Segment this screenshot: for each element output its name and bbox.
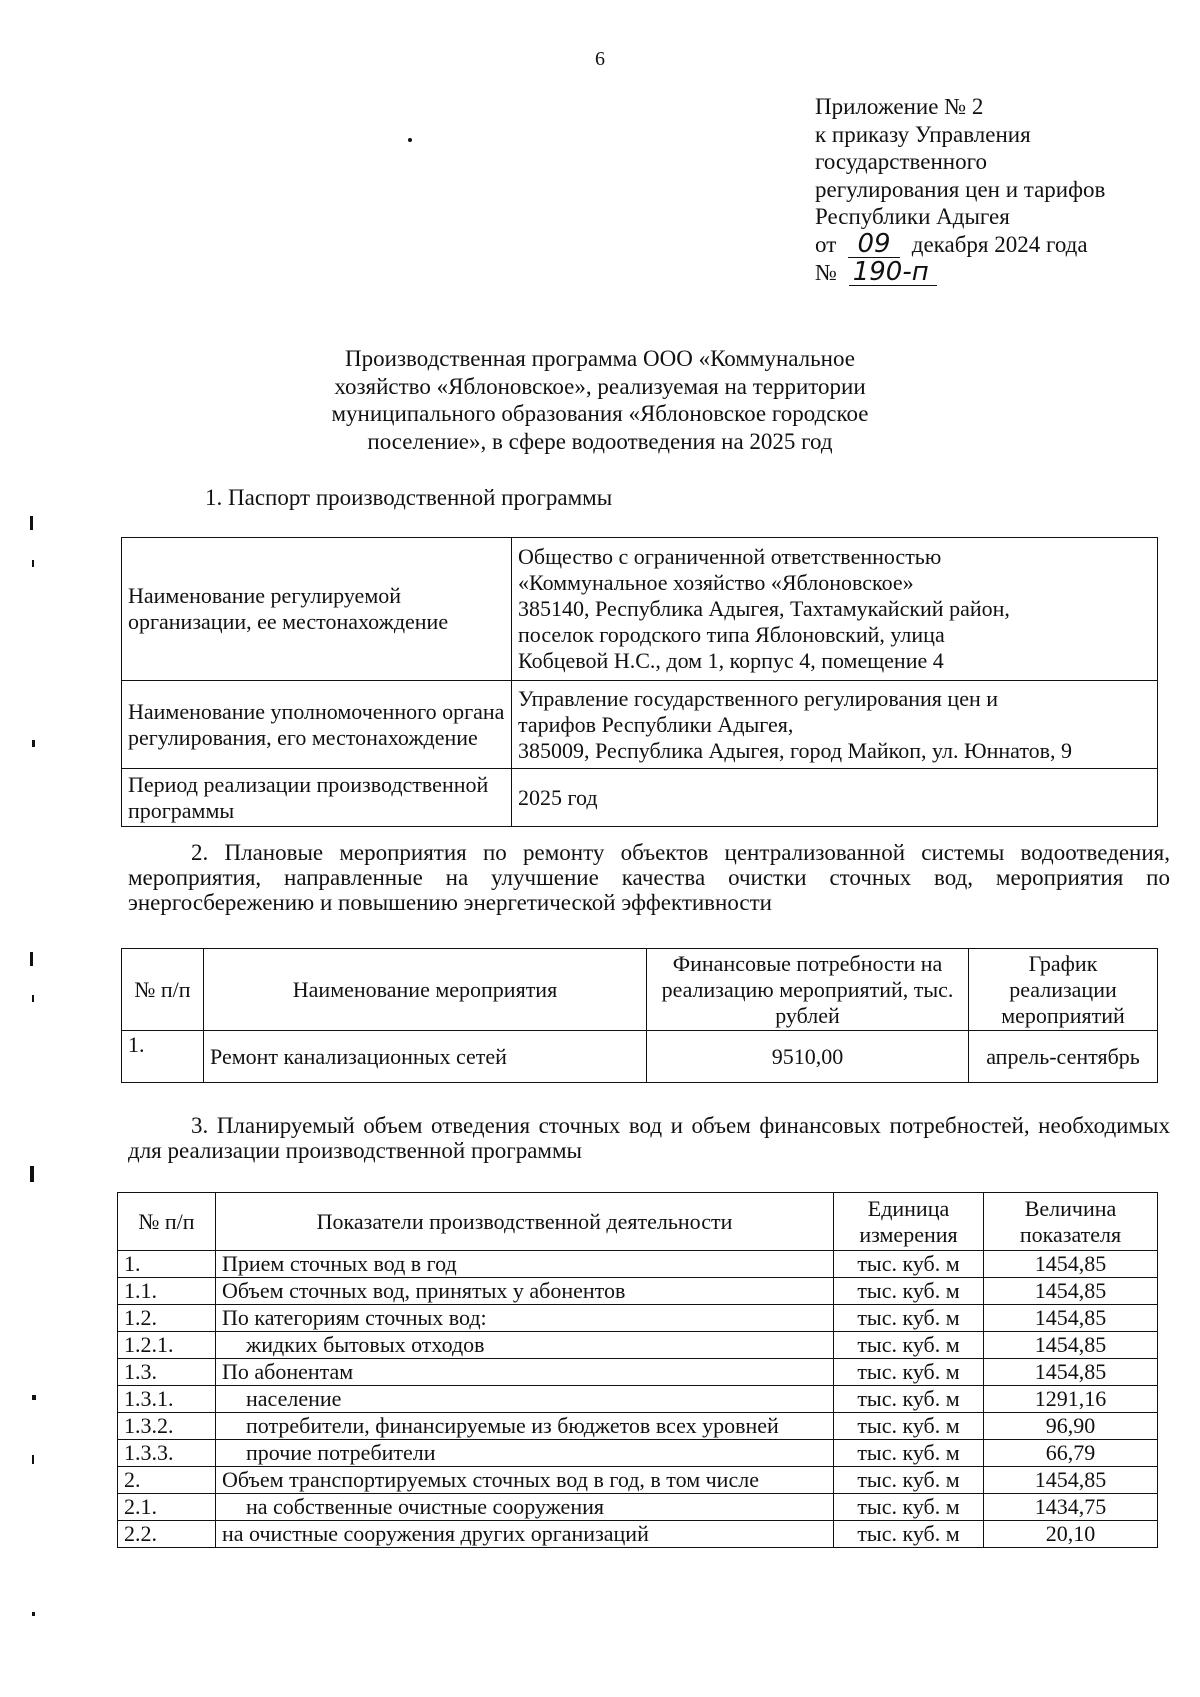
table-row	[122, 1031, 1158, 1083]
page-number: 6	[595, 48, 605, 70]
cell-num: 1.2.1.	[118, 1332, 216, 1359]
appendix-line: Республики Адыгея	[815, 204, 1010, 230]
scan-mark	[32, 740, 35, 747]
order-number	[815, 256, 1105, 287]
cell-name: на собственные очистные сооружения	[216, 1494, 834, 1521]
order-date	[815, 228, 1105, 259]
title-line: поселение», в сфере водоотведения на 2025 год	[367, 428, 833, 454]
table-row	[118, 1413, 1158, 1440]
cell-num: 2.1.	[118, 1494, 216, 1521]
title-line: муниципального образования «Яблоновское городское	[331, 401, 869, 426]
cell-schedule: апрель-сентябрь	[969, 1031, 1158, 1083]
scan-speck	[408, 138, 412, 142]
cell-name: По категориям сточных вод:	[216, 1305, 834, 1332]
cell-value: 1454,85	[984, 1359, 1158, 1386]
passport-table	[121, 537, 1158, 827]
cell-unit: тыс. куб. м	[834, 1521, 984, 1548]
cell-num: 2.	[118, 1467, 216, 1494]
cell-unit: тыс. куб. м	[834, 1278, 984, 1305]
cell-unit: тыс. куб. м	[834, 1305, 984, 1332]
cell-name: жидких бытовых отходов	[216, 1332, 834, 1359]
section2-heading: 2. Плановые мероприятия по ремонту объектов централизованной системы водоотведения, мероприятия, направленные на улучшение качества очистки сточных вод, мероприятия по энергосбережению и повышению энергетической эффективности	[128, 840, 1170, 915]
scan-mark	[32, 995, 34, 1002]
appendix-line: государственного	[815, 149, 987, 175]
cell-unit: тыс. куб. м	[834, 1386, 984, 1413]
cell-value: 1434,75	[984, 1494, 1158, 1521]
number-prefix: №	[815, 259, 837, 285]
passport-value: 2025 год	[512, 769, 1158, 827]
cell-num: 1.	[122, 1031, 204, 1083]
section3-heading: 3. Планируемый объем отведения сточных вод и объем финансовых потребностей, необходимых для реализации производственной программы	[128, 1113, 1170, 1163]
passport-value: Управление государственного регулирования цен и тарифов Республики Адыгея, 385009, Республика Адыгея, город Майкоп, ул. Юннатов, 9	[512, 681, 1158, 769]
cell-name: население	[216, 1386, 834, 1413]
table-row	[118, 1251, 1158, 1278]
cell-value: 66,79	[984, 1440, 1158, 1467]
table-row	[118, 1305, 1158, 1332]
cell-unit: тыс. куб. м	[834, 1467, 984, 1494]
scan-mark	[32, 1395, 36, 1400]
cell-value: 1291,16	[984, 1386, 1158, 1413]
table-row	[118, 1359, 1158, 1386]
cell-name: По абонентам	[216, 1359, 834, 1386]
scan-mark	[30, 1166, 34, 1182]
title-line: хозяйство «Яблоновское», реализуемая на территории	[334, 373, 866, 399]
cell-name: потребители, финансируемые из бюджетов всех уровней	[216, 1413, 834, 1440]
cell-num: 1.2.	[118, 1305, 216, 1332]
table-row	[118, 1386, 1158, 1413]
scan-mark	[32, 1612, 35, 1616]
date-prefix: от	[815, 231, 837, 257]
cell-num: 1.3.1.	[118, 1386, 216, 1413]
table-header-row	[122, 949, 1158, 1031]
cell-value: 20,10	[984, 1521, 1158, 1548]
cell-name: Прием сточных вод в год	[216, 1251, 834, 1278]
col-header-value: Величина показателя	[984, 1193, 1158, 1251]
cell-name: прочие потребители	[216, 1440, 834, 1467]
cell-unit: тыс. куб. м	[834, 1332, 984, 1359]
table-row	[118, 1521, 1158, 1548]
cell-num: 1.3.	[118, 1359, 216, 1386]
appendix-line: к приказу Управления	[815, 121, 1031, 147]
col-header-finance: Финансовые потребности на реализацию мероприятий, тыс. рублей	[647, 949, 969, 1031]
cell-num: 1.3.3.	[118, 1440, 216, 1467]
col-header-name: Наименование мероприятия	[204, 949, 647, 1031]
table-row	[118, 1494, 1158, 1521]
cell-value: 96,90	[984, 1413, 1158, 1440]
table-row	[122, 681, 1158, 769]
handwritten-order-number: 190-п	[849, 259, 937, 286]
cell-finance: 9510,00	[647, 1031, 969, 1083]
col-header-name: Показатели производственной деятельности	[216, 1193, 834, 1251]
passport-label: Наименование уполномоченного органа регулирования, его местонахождение	[122, 681, 512, 769]
cell-unit: тыс. куб. м	[834, 1413, 984, 1440]
cell-unit: тыс. куб. м	[834, 1494, 984, 1521]
cell-value: 1454,85	[984, 1278, 1158, 1305]
cell-num: 2.2.	[118, 1521, 216, 1548]
title-line: Производственная программа ООО «Коммунальное	[345, 346, 855, 371]
table-row	[118, 1440, 1158, 1467]
table-row	[118, 1467, 1158, 1494]
section1-heading: 1. Паспорт производственной программы	[205, 485, 613, 510]
handwritten-date-day: 09	[848, 231, 900, 258]
cell-num: 1.1.	[118, 1278, 216, 1305]
cell-name: Объем сточных вод, принятых у абонентов	[216, 1278, 834, 1305]
col-header-num: № п/п	[122, 949, 204, 1031]
scan-mark	[32, 560, 34, 567]
col-header-schedule: График реализации мероприятий	[969, 949, 1158, 1031]
scan-mark	[30, 516, 33, 530]
table-row	[122, 769, 1158, 827]
passport-value: Общество с ограниченной ответственностью «Коммунальное хозяйство «Яблоновское» 385140, Республика Адыгея, Тахтамукайский район, поселок городского типа Яблоновский, улица Кобцевой Н.С., дом 1, корпус 4, помещение 4	[512, 538, 1158, 681]
date-rest: декабря 2024 года	[911, 231, 1088, 257]
col-header-unit: Единица измерения	[834, 1193, 984, 1251]
cell-value: 1454,85	[984, 1332, 1158, 1359]
appendix-line: регулирования цен и тарифов	[815, 176, 1106, 202]
cell-value: 1454,85	[984, 1467, 1158, 1494]
cell-unit: тыс. куб. м	[834, 1440, 984, 1467]
scan-mark	[30, 952, 33, 966]
program-title	[300, 345, 900, 455]
cell-name: Ремонт канализационных сетей	[204, 1031, 647, 1083]
table-row	[118, 1332, 1158, 1359]
table-row	[122, 538, 1158, 681]
cell-name: Объем транспортируемых сточных вод в год, в том числе	[216, 1467, 834, 1494]
table-header-row	[118, 1193, 1158, 1251]
table-row	[118, 1278, 1158, 1305]
volumes-table	[117, 1192, 1158, 1548]
measures-table	[121, 948, 1158, 1083]
cell-num: 1.3.2.	[118, 1413, 216, 1440]
appendix-block	[815, 93, 1105, 286]
appendix-line: Приложение № 2	[815, 94, 984, 119]
passport-label: Наименование регулируемой организации, ее местонахождение	[122, 538, 512, 681]
cell-name: на очистные сооружения других организаций	[216, 1521, 834, 1548]
cell-value: 1454,85	[984, 1251, 1158, 1278]
cell-unit: тыс. куб. м	[834, 1359, 984, 1386]
cell-value: 1454,85	[984, 1305, 1158, 1332]
scan-mark	[32, 1455, 34, 1464]
cell-unit: тыс. куб. м	[834, 1251, 984, 1278]
passport-label: Период реализации производственной программы	[122, 769, 512, 827]
col-header-num: № п/п	[118, 1193, 216, 1251]
cell-num: 1.	[118, 1251, 216, 1278]
